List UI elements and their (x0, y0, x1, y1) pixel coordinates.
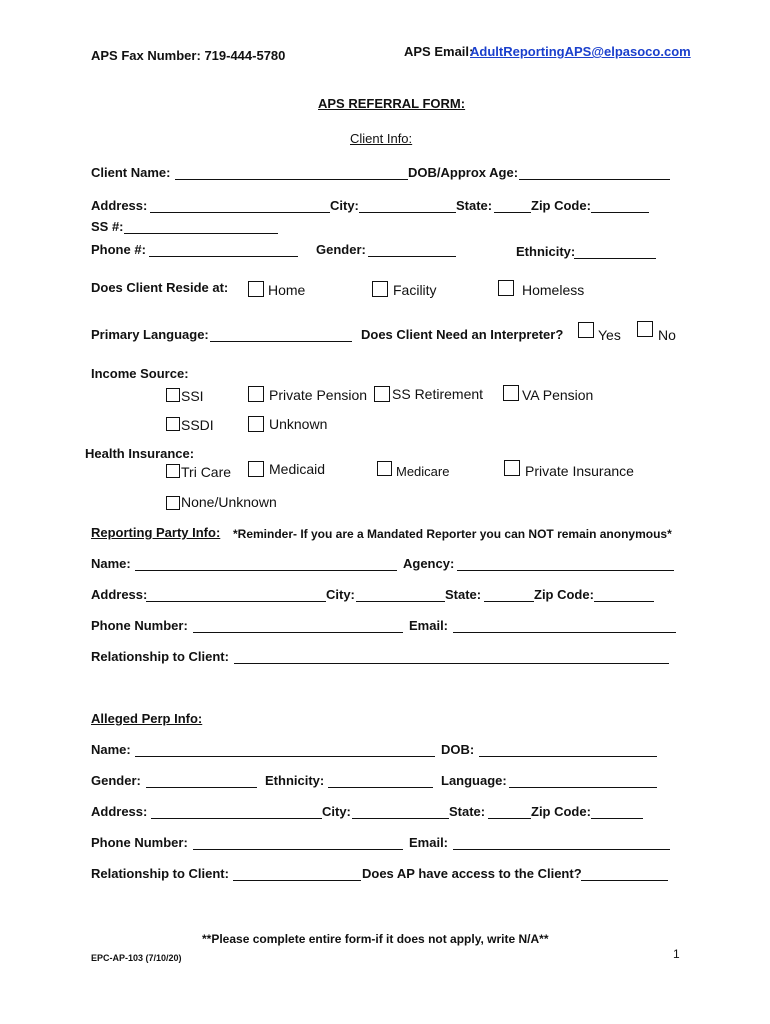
perp-gender-label: Gender: (91, 773, 141, 788)
interpreter-no-label: No (658, 327, 676, 343)
reporter-state-field[interactable] (484, 601, 534, 602)
page-number: 1 (673, 947, 680, 961)
dob-label: DOB/Approx Age: (408, 165, 519, 180)
completion-note: **Please complete entire form-if it does not apply, write N/A** (202, 932, 549, 946)
perp-city-field[interactable] (352, 818, 449, 819)
va-pension-label: VA Pension (522, 387, 594, 403)
facility-checkbox[interactable] (372, 281, 388, 297)
insurance-none-label: None/Unknown (181, 494, 277, 510)
client-ethnicity-label: Ethnicity: (516, 244, 576, 259)
client-city-label: City: (330, 198, 359, 213)
medicare-label: Medicare (396, 464, 450, 479)
interpreter-yes-label: Yes (598, 327, 621, 343)
client-gender-label: Gender: (316, 242, 366, 257)
ssi-label: SSI (181, 388, 204, 404)
reporter-agency-label: Agency: (403, 556, 455, 571)
email-label: APS Email: (404, 44, 474, 59)
reporter-name-label: Name: (91, 556, 131, 571)
reporter-city-field[interactable] (356, 601, 445, 602)
reporter-email-field[interactable] (453, 632, 676, 633)
perp-address-field[interactable] (151, 818, 322, 819)
reporter-state-label: State: (445, 587, 482, 602)
client-gender-field[interactable] (368, 256, 456, 257)
client-name-label: Client Name: (91, 165, 171, 180)
client-phone-label: Phone #: (91, 242, 146, 257)
medicaid-checkbox[interactable] (248, 461, 264, 477)
homeless-checkbox[interactable] (498, 280, 514, 296)
perp-gender-field[interactable] (146, 787, 257, 788)
ssi-checkbox[interactable] (166, 388, 180, 402)
reporter-phone-label: Phone Number: (91, 618, 188, 633)
home-checkbox[interactable] (248, 281, 264, 297)
perp-ethnicity-field[interactable] (328, 787, 433, 788)
reporter-name-field[interactable] (135, 570, 397, 571)
perp-state-label: State: (449, 804, 486, 819)
form-code: EPC-AP-103 (7/10/20) (91, 953, 182, 963)
reporter-zip-label: Zip Code: (534, 587, 594, 602)
fax-label: APS Fax Number: 719-444-5780 (91, 48, 286, 63)
client-state-label: State: (456, 198, 493, 213)
insurance-label: Health Insurance: (85, 446, 195, 461)
perp-language-label: Language: (441, 773, 507, 788)
medicare-checkbox[interactable] (377, 461, 392, 476)
tricare-label: Tri Care (181, 464, 232, 480)
income-label: Income Source: (91, 366, 189, 381)
perp-state-field[interactable] (488, 818, 531, 819)
perp-address-label: Address: (91, 804, 148, 819)
client-info-heading: Client Info: (350, 131, 413, 146)
perp-dob-label: DOB: (441, 742, 475, 757)
private-insurance-label: Private Insurance (525, 463, 634, 479)
perp-phone-field[interactable] (193, 849, 403, 850)
alleged-perp-heading: Alleged Perp Info: (91, 711, 203, 726)
client-zip-field[interactable] (591, 212, 649, 213)
facility-option-label: Facility (393, 282, 437, 298)
reporter-relationship-label: Relationship to Client: (91, 649, 229, 664)
ssdi-label: SSDI (181, 417, 214, 433)
interpreter-label: Does Client Need an Interpreter? (361, 327, 564, 342)
perp-city-label: City: (322, 804, 351, 819)
insurance-none-checkbox[interactable] (166, 496, 180, 510)
ssdi-checkbox[interactable] (166, 417, 180, 431)
perp-relationship-label: Relationship to Client: (91, 866, 229, 881)
client-state-field[interactable] (494, 212, 531, 213)
language-field[interactable] (210, 341, 352, 342)
perp-relationship-field[interactable] (233, 880, 361, 881)
perp-phone-label: Phone Number: (91, 835, 188, 850)
interpreter-no-checkbox[interactable] (637, 321, 653, 337)
income-unknown-checkbox[interactable] (248, 416, 264, 432)
medicaid-label: Medicaid (269, 461, 326, 477)
private-pension-label: Private Pension (269, 387, 368, 403)
perp-email-field[interactable] (453, 849, 670, 850)
client-phone-field[interactable] (149, 256, 298, 257)
ss-retirement-label: SS Retirement (392, 386, 484, 402)
reporting-party-heading: Reporting Party Info: (91, 525, 221, 540)
private-pension-checkbox[interactable] (248, 386, 264, 402)
interpreter-yes-checkbox[interactable] (578, 322, 594, 338)
ss-field[interactable] (124, 233, 278, 234)
mandated-reporter-reminder: *Reminder- If you are a Mandated Reporter you can NOT remain anonymous* (233, 527, 672, 541)
perp-language-field[interactable] (509, 787, 657, 788)
reporter-relationship-field[interactable] (234, 663, 669, 664)
reporter-zip-field[interactable] (594, 601, 654, 602)
reporter-city-label: City: (326, 587, 355, 602)
home-option-label: Home (268, 282, 306, 298)
reside-label: Does Client Reside at: (91, 280, 229, 295)
perp-name-field[interactable] (135, 756, 435, 757)
client-address-field[interactable] (150, 212, 330, 213)
tricare-checkbox[interactable] (166, 464, 180, 478)
perp-zip-label: Zip Code: (531, 804, 591, 819)
va-pension-checkbox[interactable] (503, 385, 519, 401)
client-ethnicity-field[interactable] (574, 258, 656, 259)
perp-name-label: Name: (91, 742, 131, 757)
income-unknown-label: Unknown (269, 416, 328, 432)
reporter-phone-field[interactable] (193, 632, 403, 633)
ss-retirement-checkbox[interactable] (374, 386, 390, 402)
reporter-address-field[interactable] (146, 601, 326, 602)
reporter-agency-field[interactable] (457, 570, 674, 571)
dob-field[interactable] (519, 179, 670, 180)
perp-dob-field[interactable] (479, 756, 657, 757)
client-zip-label: Zip Code: (531, 198, 591, 213)
page-title: APS REFERRAL FORM: (318, 96, 466, 111)
homeless-option-label: Homeless (522, 282, 585, 298)
client-name-field[interactable] (175, 179, 408, 180)
client-address-label: Address: (91, 198, 148, 213)
ss-label: SS #: (91, 219, 124, 234)
perp-email-label: Email: (409, 835, 449, 850)
language-label: Primary Language: (91, 327, 209, 342)
client-city-field[interactable] (359, 212, 456, 213)
reporter-email-label: Email: (409, 618, 449, 633)
fax-number: 719-444-5780 (204, 48, 286, 63)
perp-zip-field[interactable] (591, 818, 643, 819)
private-insurance-checkbox[interactable] (504, 460, 520, 476)
aps-email-link[interactable]: AdultReportingAPS@elpasoco.com (470, 44, 691, 59)
perp-ethnicity-label: Ethnicity: (265, 773, 325, 788)
reporter-address-label: Address: (91, 587, 148, 602)
perp-access-label: Does AP have access to the Client? (362, 866, 582, 881)
perp-access-field[interactable] (581, 880, 668, 881)
